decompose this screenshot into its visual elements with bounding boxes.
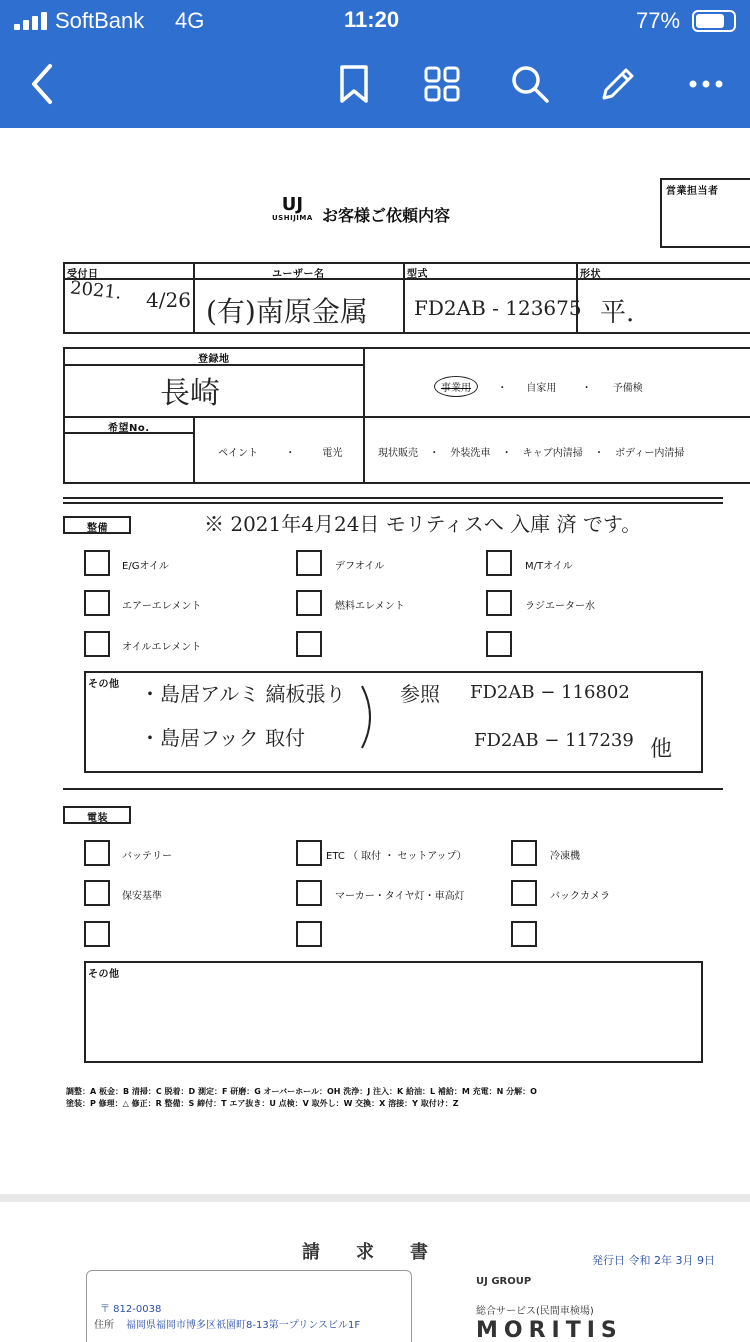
sales-opt-cab: キャブ内清掃	[522, 448, 583, 459]
paint-sep: ・	[285, 448, 296, 459]
usage-private: 自家用	[526, 383, 557, 394]
checkbox-back-camera[interactable]	[511, 880, 537, 906]
usage-sep-2: ・	[581, 383, 592, 394]
search-button[interactable]	[506, 60, 554, 108]
pencil-icon	[598, 64, 638, 104]
thumbnails-button[interactable]	[418, 60, 466, 108]
checkbox-refrigerator[interactable]	[511, 840, 537, 866]
light-label: 電光	[322, 448, 343, 459]
diff-oil-label: デフオイル	[335, 561, 385, 572]
paint-label: ペイント	[218, 448, 258, 459]
invoice-issue-date: 発行日 令和 2年 3月 9日	[592, 1254, 715, 1267]
bracket-mark	[358, 684, 380, 750]
usage-business: 事業用	[434, 376, 478, 397]
legend-line-1: 調整：A 板金：B 清掃：C 脱着：D 測定：F 研磨：G オーバーホール：OH 洗浄：J 注入：K 給油：L 補給：M 充電：N 分解：O	[66, 1087, 537, 1096]
bookmark-icon	[338, 64, 370, 104]
safety-standard-label: 保安基準	[122, 891, 162, 902]
invoice-brand: MORITIS	[476, 1318, 623, 1342]
checkbox-etc[interactable]	[296, 840, 322, 866]
document-page-2	[0, 1202, 750, 1342]
carrier-name: SoftBank	[55, 8, 145, 33]
checkbox-radiator-water[interactable]	[486, 590, 512, 616]
other-line-1: ・島居アルミ 縞板張り	[140, 682, 346, 706]
shape-label: 形状	[580, 269, 601, 280]
bookmark-button[interactable]	[330, 60, 378, 108]
checkbox-maint-blank-2[interactable]	[486, 631, 512, 657]
registration-label: 登録地	[198, 354, 230, 365]
back-camera-label: バックカメラ	[550, 891, 610, 902]
user-name-value: (有)南原金属	[206, 295, 368, 328]
received-year: 2021.	[69, 277, 123, 304]
signal-icon	[14, 12, 50, 30]
electrical-header	[63, 806, 131, 824]
logo-subtext: USHIJIMA	[272, 214, 313, 222]
invoice-group: UJ GROUP	[476, 1276, 532, 1287]
maintenance-note: ※ 2021年4月24日 モリティスへ 入庫 済 です。	[204, 512, 642, 536]
form-title: お客様ご依頼内容	[322, 206, 451, 225]
received-date-label: 受付日	[67, 269, 99, 280]
checkbox-maint-blank-1[interactable]	[296, 631, 322, 657]
sales-rep-box	[660, 178, 750, 248]
etc-label: ETC （ 取付 ・ セットアップ）	[326, 851, 467, 862]
other-ref-2: FD2AB − 117239	[474, 730, 634, 751]
network-type: 4G	[175, 8, 205, 33]
checkbox-fuel-element[interactable]	[296, 590, 322, 616]
checkbox-battery[interactable]	[84, 840, 110, 866]
registration-value: 長崎	[160, 376, 220, 411]
checkbox-eg-oil[interactable]	[84, 550, 110, 576]
refrigerator-label: 冷凍機	[550, 851, 580, 862]
electrical-label: 電装	[87, 813, 108, 824]
model-label: 型式	[407, 269, 428, 280]
model-value: FD2AB - 123675	[414, 296, 582, 320]
fuel-element-label: 燃料エレメント	[335, 601, 405, 612]
oil-element-label: オイルエレメント	[122, 642, 202, 653]
other-line-2: ・島居フック 取付	[140, 726, 305, 750]
maintenance-label: 整備	[87, 523, 108, 534]
invoice-address: 福岡県福岡市博多区祇園町8-13第一プリンスビル1F	[126, 1320, 361, 1331]
search-icon	[510, 64, 550, 104]
sales-options	[378, 444, 684, 459]
mt-oil-label: M/Tオイル	[525, 561, 573, 572]
invoice-service: 総合サービス(民間車検場)	[476, 1306, 594, 1317]
checkbox-elec-blank-3[interactable]	[511, 921, 537, 947]
battery-percent: 77%	[636, 8, 681, 33]
checkbox-air-element[interactable]	[84, 590, 110, 616]
paint-options	[218, 444, 342, 459]
other-ref-tail: 他	[650, 737, 673, 762]
sales-sep-3: ・	[593, 448, 604, 459]
invoice-postal: 〒 812-0038	[100, 1304, 162, 1315]
back-button[interactable]	[18, 60, 66, 108]
checkbox-elec-blank-2[interactable]	[296, 921, 322, 947]
electrical-other-box	[84, 961, 703, 1063]
battery-label: バッテリー	[122, 851, 172, 862]
other-ref-1: FD2AB − 116802	[470, 682, 630, 703]
logo-mark: UJ	[281, 194, 304, 215]
more-button[interactable]	[682, 60, 730, 108]
desired-no-label: 希望No.	[108, 423, 150, 434]
checkbox-mt-oil[interactable]	[486, 550, 512, 576]
checkbox-elec-blank-1[interactable]	[84, 921, 110, 947]
usage-sep-1: ・	[497, 383, 508, 394]
eg-oil-label: E/Gオイル	[122, 561, 169, 572]
checkbox-diff-oil[interactable]	[296, 550, 322, 576]
invoice-title: 請 求 書	[302, 1242, 428, 1263]
radiator-water-label: ラジエーター水	[525, 601, 595, 612]
maintenance-other-label: その他	[88, 679, 120, 690]
checkbox-safety-standard[interactable]	[84, 880, 110, 906]
sales-sep-1: ・	[429, 448, 440, 459]
invoice-address-label: 住所	[94, 1320, 114, 1331]
sales-sep-2: ・	[501, 448, 512, 459]
sales-opt-wash: 外装洗車	[450, 448, 491, 459]
markers-label: マーカー・タイヤ灯・車高灯	[335, 891, 465, 902]
usage-preinspection: 予備検	[612, 383, 643, 394]
user-name-label: ユーザー名	[272, 269, 325, 280]
battery-level-fill	[696, 14, 724, 28]
chevron-left-icon	[28, 62, 56, 106]
document-page-1	[0, 128, 750, 1194]
ushijima-logo	[272, 196, 313, 222]
status-bar	[0, 0, 750, 42]
sales-rep-label: 営業担当者	[666, 186, 719, 197]
shape-value: 平.	[600, 298, 635, 328]
checkbox-markers[interactable]	[296, 880, 322, 906]
maintenance-header	[63, 516, 131, 534]
viewer-toolbar	[0, 42, 750, 128]
received-month-day: 4/26	[146, 288, 191, 312]
usage-options	[434, 376, 643, 397]
sales-opt-body: ボディー内清掃	[615, 448, 685, 459]
electrical-other-label: その他	[88, 969, 120, 980]
battery-icon	[692, 10, 736, 32]
other-ref-label: 参照	[400, 682, 440, 706]
checkbox-oil-element[interactable]	[84, 631, 110, 657]
air-element-label: エアーエレメント	[122, 601, 202, 612]
edit-button[interactable]	[594, 60, 642, 108]
grid-icon	[423, 65, 461, 103]
legend-line-2: 塗装：P 修理：△ 修正：R 整備：S 締付：T エア抜き：U 点検：V 取外し：W 交換：X 溶接：Y 取付け：Z	[66, 1099, 459, 1108]
more-horizontal-icon	[688, 79, 724, 89]
clock: 11:20	[344, 7, 400, 32]
sales-opt-asis: 現状販売	[378, 448, 418, 459]
